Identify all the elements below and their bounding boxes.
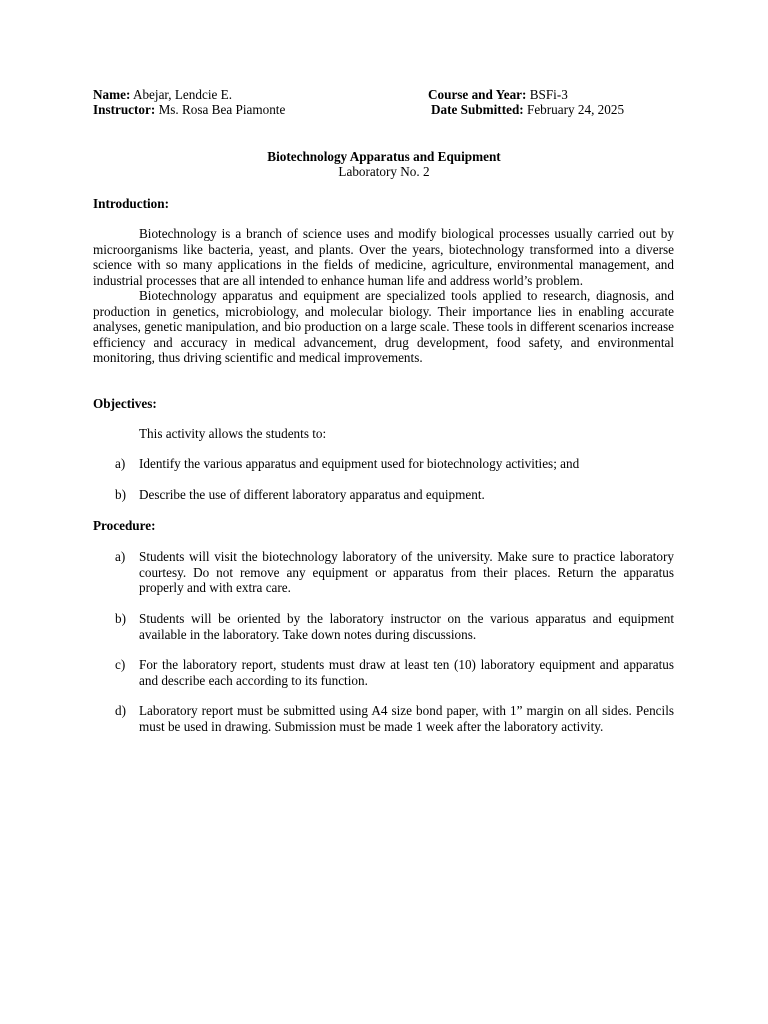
document-subtitle: Laboratory No. 2 xyxy=(338,164,430,179)
introduction-body xyxy=(93,226,674,366)
objectives-heading: Objectives: xyxy=(93,396,157,411)
document-title: Biotechnology Apparatus and Equipment xyxy=(267,149,501,164)
objective-text: Identify the various apparatus and equipment used for biotechnology activities; and xyxy=(139,456,580,471)
procedure-marker: d) xyxy=(115,703,126,718)
name-line xyxy=(93,87,232,103)
introduction-paragraph-1: Biotechnology is a branch of science uses and modify biological processes usually carried out by microorganisms like bacteria, yeast, and plants. Over the years, biotechnology transformed into a diverse science with so many applications in the fields of medicine, agriculture, environmental management, and industrial processes that are all intended to enhance human life and address world’s problem. xyxy=(93,226,674,288)
procedure-marker: a) xyxy=(115,549,126,564)
course-label: Course and Year: xyxy=(428,87,527,102)
procedure-text: Students will be oriented by the laboratory instructor on the various apparatus and equipment available in the laboratory. Take down notes during discussions. xyxy=(139,611,674,642)
introduction-heading: Introduction: xyxy=(93,196,169,211)
objective-text: Describe the use of different laboratory apparatus and equipment. xyxy=(139,487,485,502)
date-line xyxy=(431,102,624,118)
procedure-marker: b) xyxy=(115,611,126,626)
course-value: BSFi-3 xyxy=(529,87,568,102)
procedure-marker: c) xyxy=(115,657,126,672)
instructor-line xyxy=(93,102,285,118)
introduction-paragraph-2: Biotechnology apparatus and equipment are specialized tools applied to research, diagnosis, and production in genetics, microbiology, and molecular biology. Their importance lies in enabling accurate analyses, genetic manipulation, and bio production on a large scale. These tools in different scenarios increase efficiency and accuracy in medical advancement, drug development, food safety, and environmental monitoring, thus driving scientific and medical improvements. xyxy=(93,288,674,365)
procedure-heading: Procedure: xyxy=(93,518,156,533)
objective-marker: b) xyxy=(115,487,126,502)
objective-marker: a) xyxy=(115,456,126,471)
procedure-text: Students will visit the biotechnology laboratory of the university. Make sure to practice laboratory courtesy. Do not remove any equipment or apparatus from their places. Return the apparatus properly and with extra care. xyxy=(139,549,674,595)
date-value: February 24, 2025 xyxy=(526,102,625,117)
procedure-text: For the laboratory report, students must draw at least ten (10) laboratory equipment and apparatus and describe each according to its function. xyxy=(139,657,674,688)
procedure-text: Laboratory report must be submitted using A4 size bond paper, with 1” margin on all sides. Pencils must be used in drawing. Submission must be made 1 week after the laboratory activity. xyxy=(139,703,674,734)
name-value: Abejar, Lendcie E. xyxy=(132,87,232,102)
objectives-lead: This activity allows the students to: xyxy=(139,426,327,441)
name-label: Name: xyxy=(93,87,131,102)
instructor-value: Ms. Rosa Bea Piamonte xyxy=(158,102,286,117)
instructor-label: Instructor: xyxy=(93,102,156,117)
date-label: Date Submitted: xyxy=(431,102,524,117)
course-line xyxy=(428,87,568,103)
